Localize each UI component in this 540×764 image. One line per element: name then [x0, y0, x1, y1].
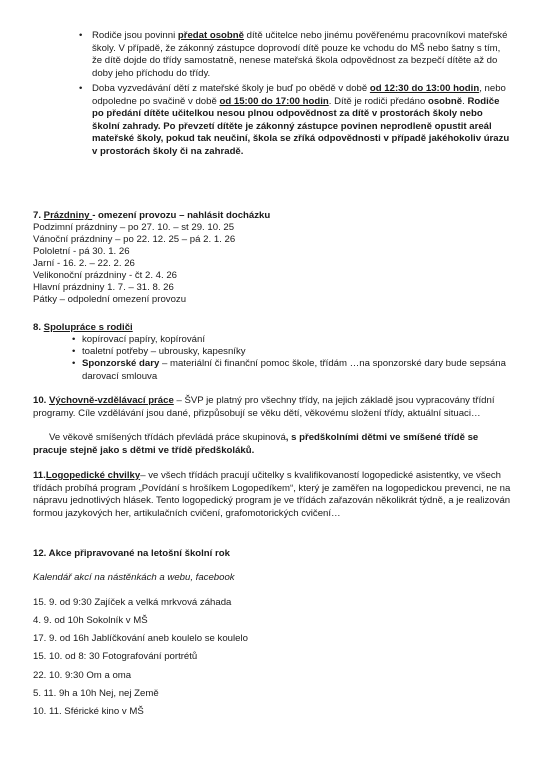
section-text: – ve všech třídách pracují učitelky s kvalifikovaností logopedické asistentky, ve všech třídách probíhá program „Povídání s hrošíkem Logopedíkem“, který je zaměřen na logopedickou prevenci, ne na nápravu jednotlivých hlásek. Tento logopedický program je ve třídách zařazován několikrát týdně, a je realizován formou jazykových her, artikulačních cvičení, grafomotorických cvičení…: [33, 470, 511, 519]
section-8-heading: [33, 322, 133, 335]
section-10-paragraph: [33, 395, 511, 420]
holiday-line: Jarní - 16. 2. – 22. 2. 26: [33, 258, 135, 269]
event-item: 22. 10. 9:30 Om a oma: [33, 670, 132, 681]
emphasis: osobně: [427, 95, 463, 107]
section-number: 11.: [33, 470, 46, 481]
bullet-icon: •: [79, 83, 83, 94]
section-12-subtitle: Kalendář akcí na nástěnkách a webu, facebook: [33, 572, 235, 583]
event-item: 15. 9. od 9:30 Zajíček a velká mrkvová záhada: [33, 597, 232, 608]
text: , nebo odpoledne po svačině v době: [92, 83, 506, 107]
list-item: toaletní potřeby – ubrousky, kapesníky: [82, 346, 246, 357]
section-12-heading: 12. Akce připravované na letošní školní rok: [33, 548, 230, 559]
event-item: 5. 11. 9h a 10h Nej, nej Země: [33, 688, 159, 699]
bullet-icon: •: [72, 334, 76, 345]
section-7-heading: [33, 210, 270, 223]
holiday-line: Velikonoční prázdniny - čt 2. 4. 26: [33, 270, 177, 281]
event-item: 17. 9. od 16h Jablíčkování aneb koulelo se koulelo: [33, 633, 248, 644]
section-number: 7.: [33, 210, 44, 221]
emphasis: od 12:30 do 13:00 hodin: [369, 83, 480, 94]
bullet-pickup: [92, 83, 512, 159]
section-subtitle: - omezení provozu – nahlásit docházku: [92, 210, 271, 221]
bullet-handover: [92, 30, 512, 80]
emphasis: Rodiče po předání dítěte učitelkou nesou plnou odpovědnost za dítě v prostorách školy nebo školní zahrady. Po převzetí dítěte je zákonný zástupce povinen neprodleně opustit areál mateřské školy, pokud tak neučiní, škola se zříká odpovědnosti v případě jakéhokoliv úrazu v prostorách školy či na zahradě.: [92, 95, 510, 157]
bullet-icon: •: [72, 346, 76, 357]
text: .: [462, 95, 468, 107]
text: Doba vyzvedávání dětí z mateřské školy je buď po obědě v době: [92, 83, 370, 94]
holiday-line: Pátky – odpolední omezení provozu: [33, 294, 187, 305]
text: . Dítě je rodiči předáno: [328, 95, 428, 107]
holiday-line: Podzimní prázdniny – po 27. 10. – st 29. 10. 25: [33, 222, 235, 233]
event-item: 15. 10. od 8: 30 Fotografování portrétů: [33, 651, 198, 662]
event-item: 4. 9. od 10h Sokolník v MŠ: [33, 615, 148, 626]
text: dítě učitelce nebo jinému pověřenému pracovníkovi mateřské školy. V případě, že zákonný zástupce doprovodí dítě pouze ke vchodu do MŠ nebo šatny s tím, že dítě dojde do třídy samostatně, nenese mateřská škola odpovědnost za bezpečí dítěte až do doby jeho příchodu do třídy.: [92, 30, 508, 79]
emphasis: od 15:00 do 17:00 hodin: [219, 95, 329, 107]
bullet-icon: •: [79, 30, 83, 41]
section-text-bold: , s předškolními dětmi ve smíšené třídě se pracuje stejně jako s dětmi ve třídě předškoláků.: [33, 432, 479, 456]
section-number: 10.: [33, 395, 50, 406]
list-item-sponsor: [82, 358, 522, 383]
holiday-line: Hlavní prázdniny 1. 7. – 31. 8. 26: [33, 282, 174, 293]
section-10-paragraph-2: [33, 432, 511, 457]
bullet-icon: •: [72, 358, 76, 369]
sponsor-text: – materiální či finanční pomoc škole, třídám …na sponzorské dary bude sepsána darovací smlouva: [82, 358, 506, 382]
section-11-paragraph: [33, 470, 513, 520]
holiday-line: Vánoční prázdniny – po 22. 12. 25 – pá 2. 1. 26: [33, 234, 236, 245]
section-title: Logopedické chvilky: [45, 470, 141, 481]
section-number: 8.: [33, 322, 44, 333]
emphasis: předat osobně: [177, 30, 244, 41]
holiday-line: Pololetní - pá 30. 1. 26: [33, 246, 130, 257]
section-text: Ve věkově smíšených třídách převládá práce skupinová: [49, 432, 286, 443]
text: Rodiče jsou povinni: [92, 30, 178, 41]
section-title: Prázdniny: [43, 210, 93, 221]
event-item: 10. 11. Sférické kino v MŠ: [33, 706, 144, 717]
list-item: kopírovací papíry, kopírování: [82, 334, 206, 345]
sponsor-label: Sponzorské dary: [82, 358, 160, 369]
section-title: Výchovně-vzdělávací práce: [49, 395, 174, 406]
section-text: – ŠVP je platný pro všechny třídy, na jejich základě jsou vypracovány třídní programy. Cíle vzdělávání jsou dané, přizpůsobují se věku dětí, věkovému složení třídy, aktuální situaci…: [33, 395, 495, 419]
section-title: Spolupráce s rodiči: [43, 322, 133, 333]
